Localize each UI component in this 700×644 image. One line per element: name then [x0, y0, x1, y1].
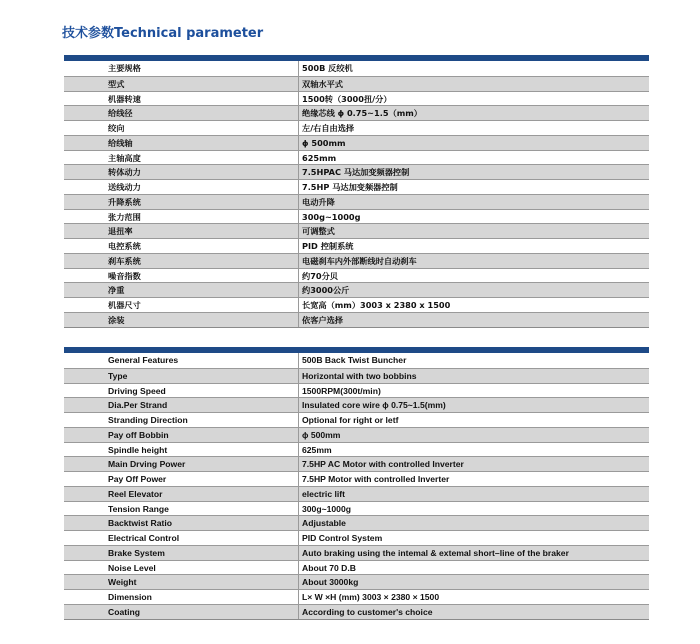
spec-label: 主轴高度 — [108, 152, 141, 163]
table-row — [64, 501, 649, 516]
spec-value: 7.5HP AC Motor with controlled Inverter — [298, 457, 649, 471]
spec-label: Type — [108, 370, 128, 381]
table-row — [64, 150, 649, 165]
table-row — [64, 368, 649, 383]
table-row — [64, 253, 649, 268]
spec-label: 型式 — [108, 78, 125, 89]
spec-label: 升降系统 — [108, 196, 141, 207]
spec-value: 1500转（3000扭/分） — [298, 92, 649, 106]
spec-label: 噪音指数 — [108, 270, 141, 281]
spec-value: According to customer's choice — [298, 605, 649, 619]
spec-value: 1500RPM(300t/min) — [298, 384, 649, 398]
spec-label: 退扭率 — [108, 226, 133, 237]
table-row — [64, 268, 649, 283]
spec-value: Insulated core wire ϕ 0.75~1.5(mm) — [298, 398, 649, 412]
table-row — [64, 223, 649, 238]
spec-label: Brake System — [108, 547, 165, 558]
spec-label: Spindle height — [108, 444, 168, 455]
spec-label: Main Drving Power — [108, 459, 186, 470]
table-row — [64, 456, 649, 471]
spec-value: About 70 D.B — [298, 561, 649, 575]
spec-value: About 3000kg — [298, 575, 649, 589]
table-row — [64, 91, 649, 106]
spec-label: 机器转速 — [108, 93, 141, 104]
spec-value: 电磁刹车内外部断线时自动刹车 — [298, 254, 649, 268]
table-row — [64, 560, 649, 575]
table-row — [64, 589, 649, 604]
table-row — [64, 397, 649, 412]
spec-label: 给线轴 — [108, 137, 133, 148]
spec-label: Electrical Control — [108, 533, 180, 543]
table-row — [64, 105, 649, 120]
spec-label: Tension Range — [108, 503, 169, 514]
spec-label: Reel Elevator — [108, 488, 163, 499]
spec-label: Driving Speed — [108, 385, 166, 396]
spec-value: PID Control System — [298, 531, 649, 545]
spec-value: Adjustable — [298, 516, 649, 530]
spec-value: ϕ 500mm — [298, 136, 649, 150]
spec-value: 双轴水平式 — [298, 77, 649, 91]
spec-value: ϕ 500mm — [298, 428, 649, 442]
spec-value: 7.5HP Motor with controlled Inverter — [298, 472, 649, 486]
page-title: 技术参数Technical parameter — [62, 26, 264, 41]
spec-value: 左/右自由选择 — [298, 121, 649, 135]
table-row — [64, 545, 649, 560]
table-row — [64, 120, 649, 135]
spec-label: Pay Off Power — [108, 474, 167, 484]
table-row — [64, 179, 649, 194]
spec-value: 625mm — [298, 151, 649, 165]
spec-label: Dia.Per Strand — [108, 400, 168, 411]
spec-value: 300g~1000g — [298, 502, 649, 516]
spec-label: Noise Level — [108, 562, 156, 573]
spec-label: General Features — [108, 355, 179, 365]
spec-value: PID 控制系统 — [298, 239, 649, 253]
spec-label: 给线径 — [108, 108, 133, 119]
table-row — [64, 530, 649, 545]
table-row — [64, 76, 649, 91]
spec-value: 7.5HP 马达加变频器控制 — [298, 180, 649, 194]
spec-value: Auto braking using the intemal & extemal short–line of the braker — [298, 546, 649, 560]
spec-value: 7.5HPAC 马达加变频器控制 — [298, 165, 649, 179]
table-row — [64, 282, 649, 297]
table-row — [64, 604, 649, 619]
spec-value: 绝缘芯线 ϕ 0.75~1.5（mm） — [298, 106, 649, 120]
table-row — [64, 427, 649, 442]
table-row — [64, 486, 649, 501]
spec-value: 约3000公斤 — [298, 283, 649, 297]
english-spec-rows — [64, 353, 649, 619]
spec-value: 500B Back Twist Buncher — [298, 353, 649, 368]
spec-value: 可调整式 — [298, 224, 649, 238]
spec-value: 约70分贝 — [298, 269, 649, 283]
table-row — [64, 442, 649, 457]
spec-label: 涂装 — [108, 314, 125, 325]
spec-label: Weight — [108, 577, 137, 588]
chinese-spec-table — [64, 55, 649, 328]
spec-value: Horizontal with two bobbins — [298, 369, 649, 383]
spec-value: 电动升降 — [298, 195, 649, 209]
table-row — [64, 412, 649, 427]
spec-label: Pay off Bobbin — [108, 429, 169, 440]
table-row — [64, 574, 649, 589]
english-spec-table — [64, 347, 649, 620]
spec-label: 张力范围 — [108, 211, 141, 222]
table-row — [64, 61, 649, 76]
spec-label: 电控系统 — [108, 241, 141, 251]
spec-label: Dimension — [108, 592, 152, 602]
table-row — [64, 353, 649, 368]
spec-value: 625mm — [298, 443, 649, 457]
spec-value: 500B 反绞机 — [298, 61, 649, 76]
table-row — [64, 238, 649, 253]
table-row — [64, 515, 649, 530]
spec-label: 绞向 — [108, 123, 125, 133]
spec-label: 刹车系统 — [108, 255, 141, 266]
spec-label: Coating — [108, 606, 140, 617]
table-row — [64, 383, 649, 398]
spec-value: 依客户选择 — [298, 313, 649, 327]
spec-value: L× W ×H (mm) 3003 × 2380 × 1500 — [298, 590, 649, 604]
table-row — [64, 471, 649, 486]
table-row — [64, 164, 649, 179]
spec-label: 主要规格 — [108, 63, 141, 73]
spec-label: 转体动力 — [108, 167, 141, 178]
spec-label: Stranding Direction — [108, 415, 188, 425]
spec-value: electric lift — [298, 487, 649, 501]
spec-value: 长宽高（mm）3003 x 2380 x 1500 — [298, 298, 649, 312]
spec-value: Optional for right or letf — [298, 413, 649, 427]
spec-label: 送线动力 — [108, 182, 141, 192]
table-row — [64, 297, 649, 312]
table-row — [64, 194, 649, 209]
chinese-spec-rows — [64, 61, 649, 327]
spec-label: Backtwist Ratio — [108, 518, 172, 529]
spec-value: 300g~1000g — [298, 210, 649, 224]
spec-label: 机器尺寸 — [108, 300, 141, 310]
table-row — [64, 312, 649, 327]
table-row — [64, 135, 649, 150]
table-row — [64, 209, 649, 224]
spec-label: 净重 — [108, 285, 125, 296]
